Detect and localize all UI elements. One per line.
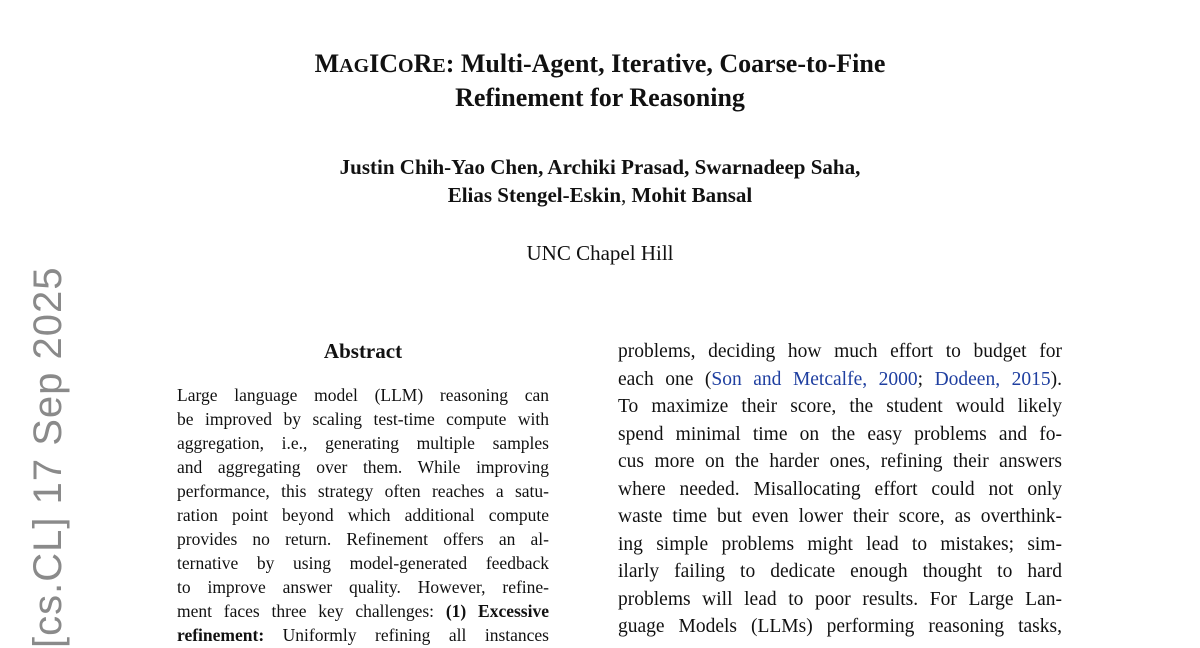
paper-title — [0, 48, 1200, 114]
body-line: To maximize their score, the student would likely — [618, 396, 1062, 417]
citation-link[interactable]: Dodeen, 2015 — [934, 368, 1051, 390]
intro-body-text — [618, 338, 1062, 641]
title-method-name-part: E — [432, 55, 446, 77]
title-method-name-part: M — [314, 49, 340, 78]
author-separator: , — [621, 183, 632, 207]
body-line: guage Models (LLMs) performing reasoning tasks, — [618, 616, 1062, 637]
abstract-bold-text: (1) Excessive — [445, 601, 549, 621]
abstract-line: performance, this strategy often reaches a satu- — [177, 481, 549, 501]
author-list — [0, 153, 1200, 209]
abstract-line: and aggregating over them. While improving — [177, 457, 549, 477]
body-text: ). — [1050, 368, 1062, 390]
author-name: Mohit Bansal — [631, 183, 753, 207]
body-line: problems will lead to poor results. For Large Lan- — [618, 588, 1062, 610]
body-text: each one ( — [618, 368, 712, 390]
author-name: Elias Stengel-Eskin — [447, 183, 621, 207]
title-method-name-part: IC — [369, 49, 399, 78]
arxiv-side-stamp: [cs.CL] 17 Sep 2025 — [26, 266, 70, 648]
abstract-line: Large language model (LLM) reasoning can — [177, 385, 549, 405]
abstract-line: aggregation, i.e., generating multiple samples — [177, 433, 549, 453]
abstract-line: be improved by scaling test-time compute with — [177, 409, 549, 429]
abstract-heading: Abstract — [323, 339, 403, 363]
abstract-text: ment faces three key challenges: — [177, 601, 446, 621]
body-line: ilarly failing to dedicate enough thought to hard — [618, 561, 1062, 582]
abstract-line: to improve answer quality. However, refine- — [177, 577, 549, 597]
affiliation: UNC Chapel Hill — [526, 241, 674, 265]
body-line: where needed. Misallocating effort could not only — [618, 478, 1062, 500]
abstract-line: ration point beyond which additional compute — [177, 505, 549, 525]
citation-link[interactable]: Son and Metcalfe, 2000 — [711, 368, 918, 390]
abstract-line: provides no return. Refinement offers an al- — [177, 529, 549, 549]
authors-line-1: Justin Chih-Yao Chen, Archiki Prasad, Swarnadeep Saha, — [339, 155, 861, 179]
abstract-body — [177, 383, 549, 647]
title-method-name-part: AG — [339, 55, 370, 77]
title-method-name-part: O — [398, 55, 414, 77]
body-line: ing simple problems might lead to mistakes; sim- — [618, 533, 1062, 555]
title-line-1 — [0, 48, 1200, 82]
abstract-bold-text: refinement: — [177, 625, 265, 645]
body-line: waste time but even lower their score, as overthink- — [618, 506, 1062, 527]
body-line — [618, 366, 1062, 394]
body-text: ; — [917, 368, 935, 390]
body-line: cus more on the harder ones, refining their answers — [618, 451, 1062, 472]
abstract-text: Uniformly refining all instances — [264, 625, 549, 645]
title-line-2: Refinement for Reasoning — [455, 83, 745, 112]
abstract-line — [177, 599, 549, 623]
body-line: spend minimal time on the easy problems and fo- — [618, 423, 1062, 445]
body-line: problems, deciding how much effort to budget for — [618, 341, 1062, 362]
title-line-1-text: : Multi-Agent, Iterative, Coarse-to-Fine — [445, 49, 886, 78]
abstract-line — [177, 623, 549, 647]
abstract-line: ternative by using model-generated feedback — [177, 553, 549, 573]
authors-line-2 — [0, 181, 1200, 209]
title-method-name-part: R — [413, 49, 433, 78]
